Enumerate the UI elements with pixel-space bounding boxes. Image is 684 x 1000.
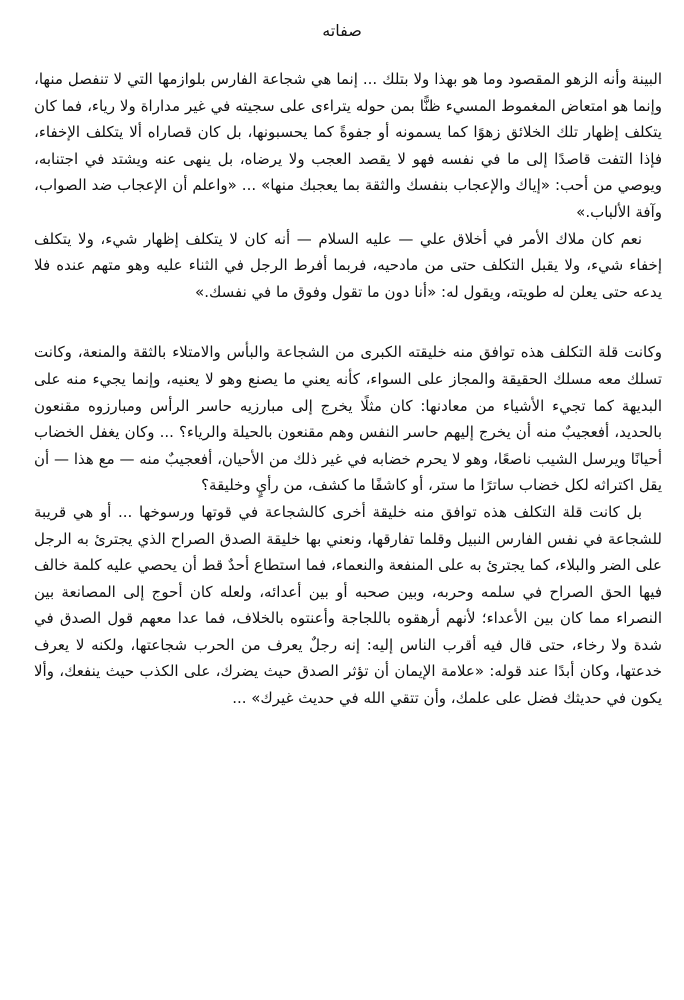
paragraph-2: نعم كان ملاك الأمر في أخلاق علي — عليه السلام — أنه كان لا يتكلف إظهار شيء، ولا يتكلف إخفاء شيء، ولا يقبل التكلف حتى من مادحيه، فربما أفرط الرجل في الثناء عليه وهو متهم عنده فلا يدعه حتى يعلن له طويته، ويقول له: «أنا دون ما تقول وفوق ما في نفسك.» — [34, 229, 662, 301]
paragraph-1: البينة وأنه الزهو المقصود وما هو بهذا ولا بتلك ... إنما هي شجاعة الفارس بلوازمها التي لا تنفصل منها، وإنما هو امتعاض المغموط المسيء ظنًّا بمن حوله يتراءى على سجيته في غير مداراة ولا رياء، فما كان يتكلف إظهار تلك الخلائق زهوًا كما يسمونه أو جفوةً كما يحسبونها، بل كان قصاراه ألا يتكلف الإخفاء، فإذا التفت قاصدًا إلى ما في نفسه فهو لا يقصد العجب ولا يرضاه، بل ينهى عنه ويشتد في اجتنابه، ويوصي من أحب: «إياك والإعجاب بنفسك والثقة بما يعجبك منها» ... «واعلم أن الإعجاب ضد الصواب، وآفة الألباب.» — [34, 70, 662, 221]
paragraph-4: بل كانت قلة التكلف هذه توافق منه خليقة أخرى كالشجاعة في قوتها ورسوخها ... أو هي قريبة للشجاعة في نفس الفارس النبيل وقلما تفارقها، ونعني بها خليقة الصدق الصراح الذي يجترئ به الرجل على الضر والبلاء، كما يجترئ به على المنفعة والنعماء، فما استطاع أحدٌ قط أن يحصي عليه كلمة خالف فيها الحق الصراح في سلمه وحربه، وبين صحبه أو بين أعدائه، ولعله كان أحوج إلى المصانعة بين النصراء مما كان بين الأعداء؛ لأنهم أرهقوه باللجاجة وأعنتوه بالخلاف، فما عدا معهم قول الصدق في شدة ولا رخاء، حتى قال فيه أقرب الناس إليه: إنه رجلٌ يعرف من الحرب شجاعتها، ولكنه لا يعرف خدعتها، وكان أبدًا عند قوله: «علامة الإيمان أن تؤثر الصدق حيث يضرك، على الكذب حيث ينفعك، وألا يكون في حديثك فضل على علمك، وأن تتقي الله في حديث غيرك» ... — [34, 502, 662, 708]
paragraph-3: وكانت قلة التكلف هذه توافق منه خليقته الكبرى من الشجاعة والبأس والامتلاء بالثقة والمنعة، وكانت تسلك معه مسلك الحقيقة والمجاز على السواء، كأنه يعني ما يصنع وهو لا يعنيه، وإنما يجيء منه على البديهة كما تجيء الأشياء من معادنها: كان مثلًا يخرج إلى مبارزيه حاسر الرأس ومبارزوه مقنعون بالحديد، أفعجيبٌ منه أن يخرج إليهم حاسر النفس وهم مقنعون بالحيلة والرياء؟ ... وكان يغفل الخضاب أحيانًا ويرسل الشيب ناصعًا، وهو لا يحرم خضابه في غير ذلك من الأحيان، أفعجيبٌ منه — مع هذا — أن يقل اكتراثه لكل خضاب ساترًا ما ستر، أو كاشفًا ما كشف، من رأيٍ وخليقة؟ — [34, 343, 662, 495]
page-body-text — [34, 66, 662, 712]
page-header-title: صفاته — [322, 21, 362, 40]
